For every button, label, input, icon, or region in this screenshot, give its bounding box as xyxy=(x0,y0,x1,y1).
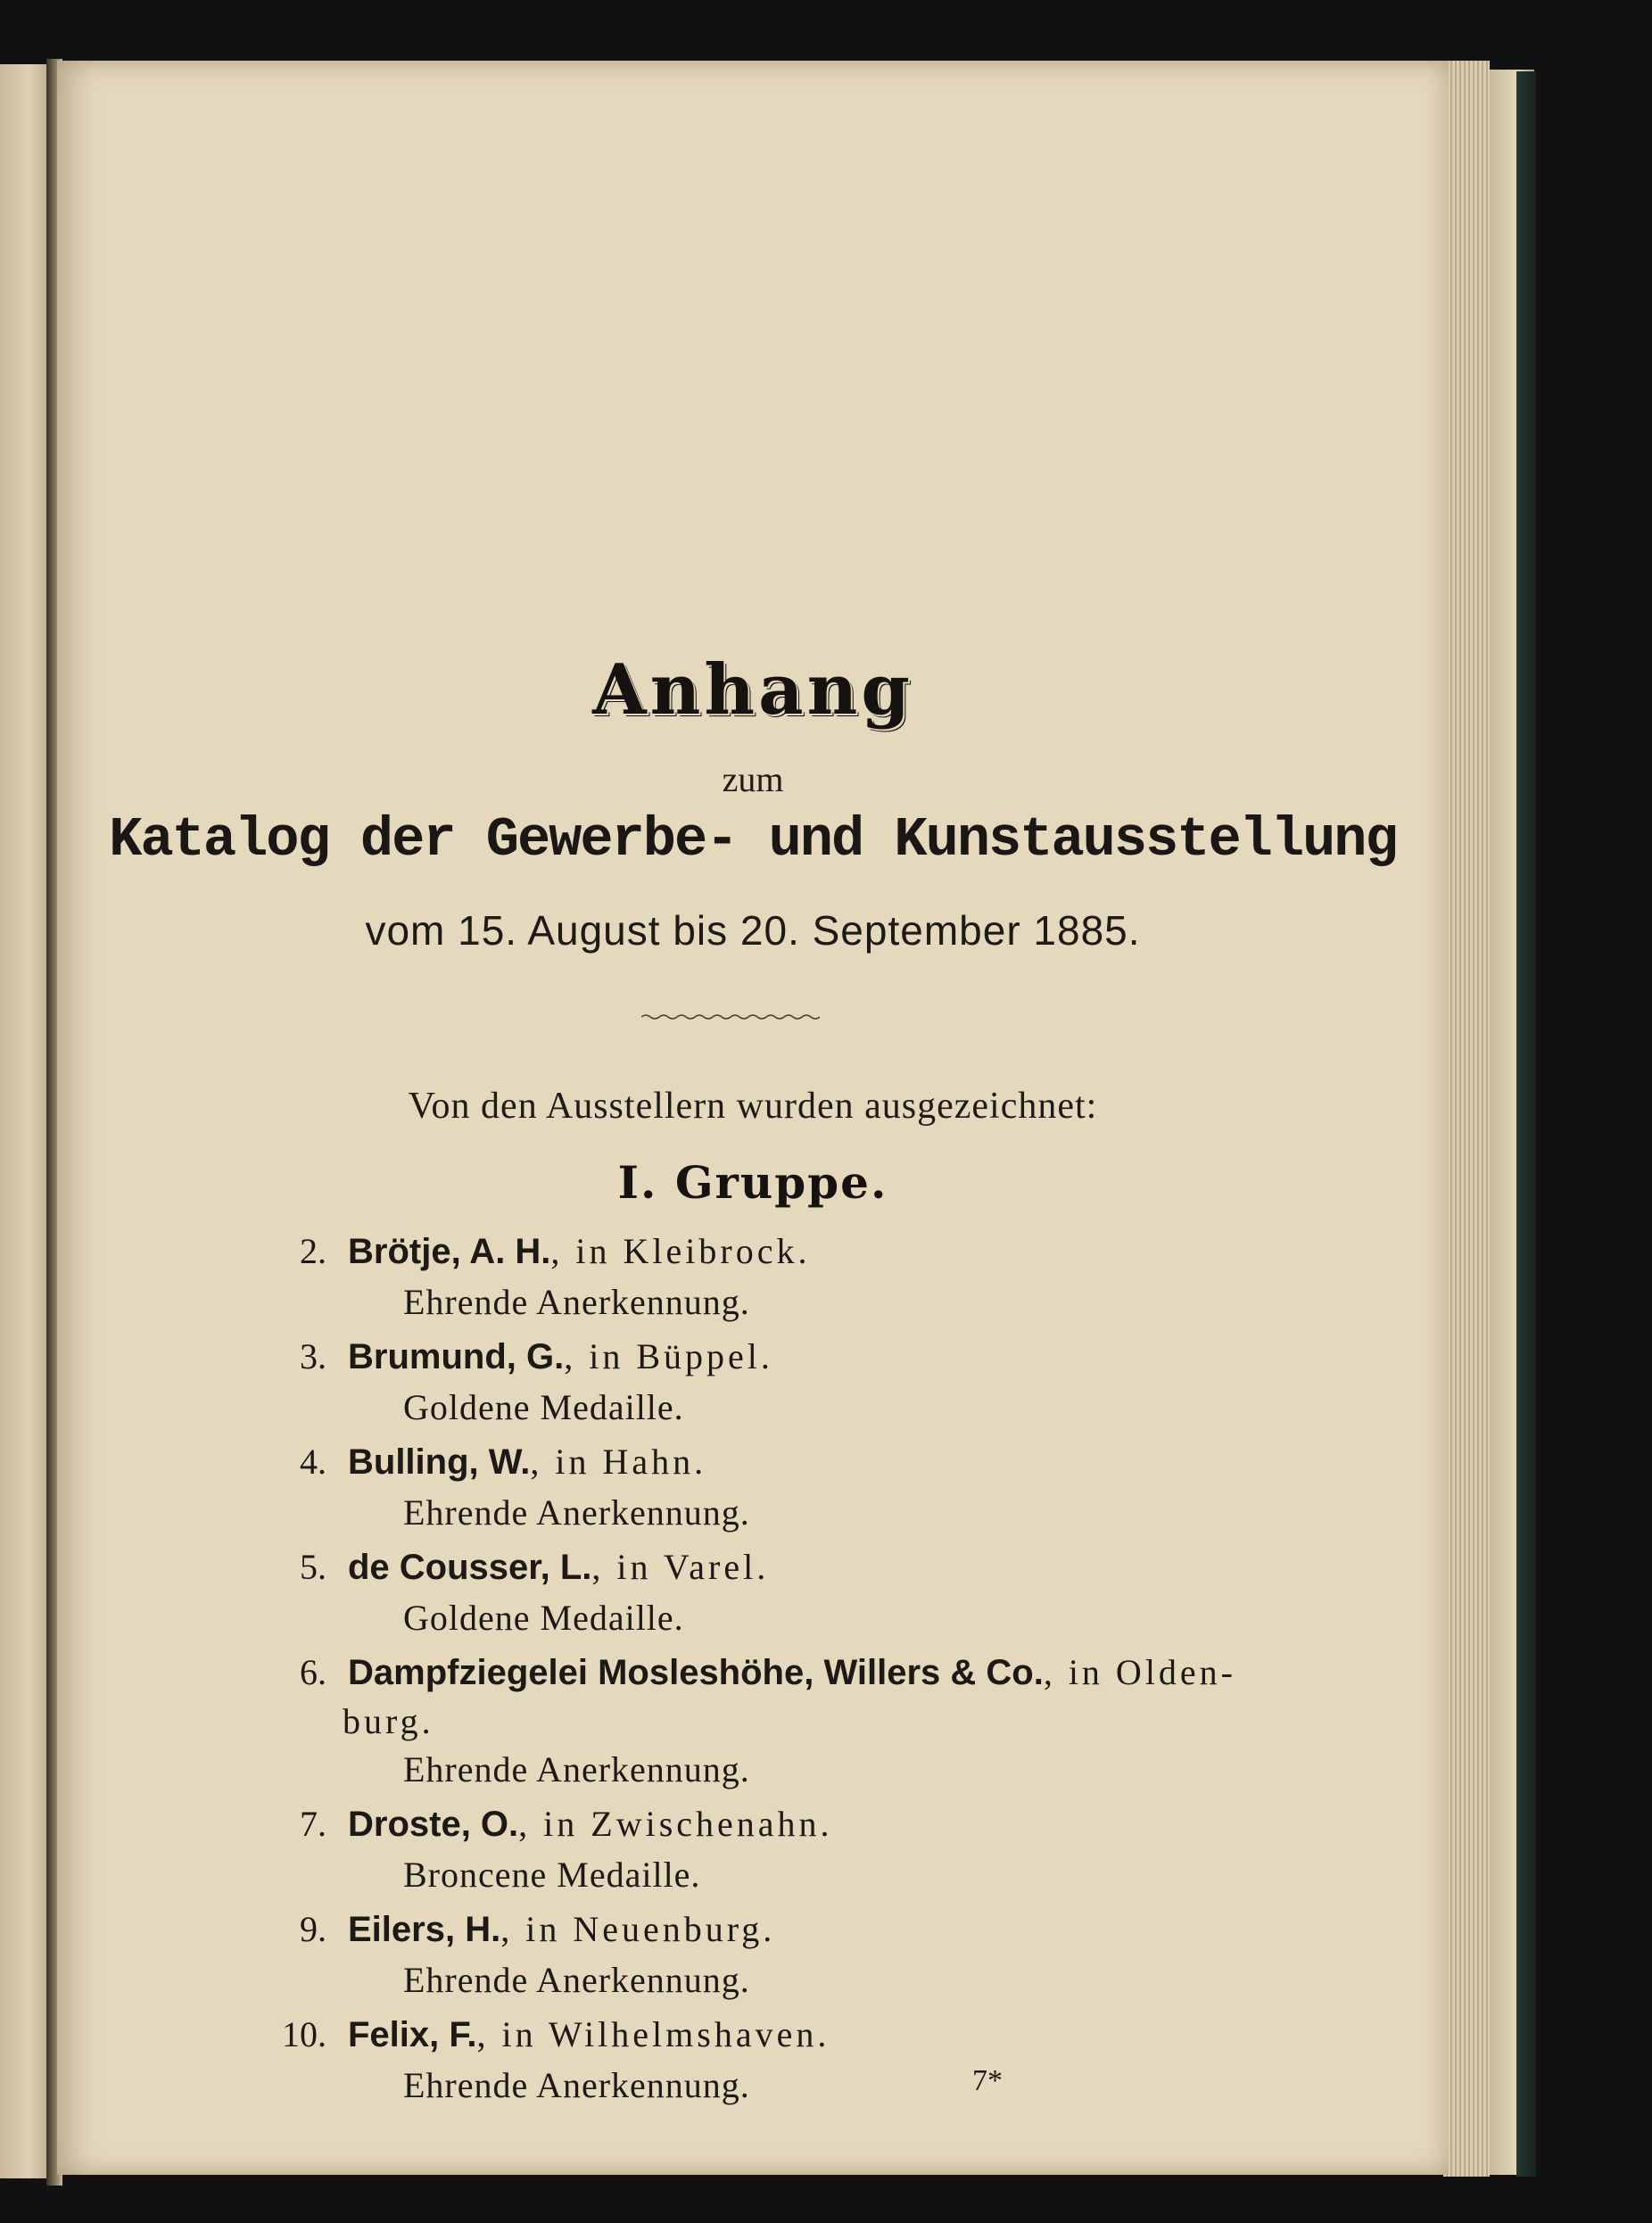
exhibitor-name: Brumund, G. xyxy=(348,1337,565,1376)
document-page xyxy=(57,61,1449,2175)
facing-page-edge xyxy=(0,64,54,2178)
award-text: Ehrende Anerkennung. xyxy=(403,1960,750,2000)
book-spine xyxy=(1516,71,1536,2177)
award-list xyxy=(57,1226,1449,2114)
entry-number: 2. xyxy=(300,1231,326,1271)
list-item xyxy=(57,1226,1449,1331)
intro-text: Von den Ausstellern wurden ausgezeichnet: xyxy=(408,1086,1098,1127)
date-line: vom 15. August bis 20. September 1885. xyxy=(365,907,1141,954)
exhibitor-name: Brötje, A. H. xyxy=(348,1232,551,1271)
exhibitor-name: Dampfziegelei Mosleshöhe, Willers & Co. xyxy=(348,1653,1044,1692)
list-item xyxy=(57,1647,1449,1798)
award-text: Broncene Medaille. xyxy=(403,1855,701,1895)
exhibitor-location: , in Varel. xyxy=(591,1547,770,1587)
exhibitor-location: , in Neuenburg. xyxy=(500,1909,776,1949)
exhibitor-location: , in Zwischenahn. xyxy=(518,1804,833,1844)
entry-number: 4. xyxy=(300,1442,326,1482)
exhibitor-location: , in Büppel. xyxy=(564,1336,773,1376)
list-item xyxy=(57,1331,1449,1436)
exhibitor-name: Felix, F. xyxy=(348,2015,477,2054)
award-text: Ehrende Anerkennung. xyxy=(403,1492,750,1533)
list-item xyxy=(57,1798,1449,1904)
subtitle-zum: zum xyxy=(722,759,784,799)
page-number: 7* xyxy=(972,2064,1003,2097)
list-item xyxy=(57,2009,1449,2114)
list-item xyxy=(57,1541,1449,1647)
list-item xyxy=(57,1436,1449,1541)
entry-number: 7. xyxy=(300,1804,326,1844)
catalog-title: Katalog der Gewerbe- und Kunstausstellung xyxy=(109,808,1397,872)
exhibitor-name: Droste, O. xyxy=(348,1805,519,1844)
exhibitor-location: , in Wilhelmshaven. xyxy=(476,2014,830,2054)
group-heading: I. Gruppe. xyxy=(617,1156,888,1209)
page-title: Anhang xyxy=(592,649,913,731)
exhibitor-location-continued: burg. xyxy=(343,1701,434,1741)
exhibitor-name: Eilers, H. xyxy=(348,1910,501,1949)
entry-number: 3. xyxy=(300,1336,326,1376)
list-item xyxy=(57,1904,1449,2009)
exhibitor-name: de Cousser, L. xyxy=(348,1548,592,1587)
entry-number: 10. xyxy=(282,2014,326,2054)
exhibitor-location: , in Olden- xyxy=(1043,1652,1236,1692)
award-text: Ehrende Anerkennung. xyxy=(403,2065,750,2105)
entry-number: 6. xyxy=(300,1652,326,1692)
wavy-divider xyxy=(641,1013,820,1021)
award-text: Ehrende Anerkennung. xyxy=(403,1282,750,1322)
award-text: Goldene Medaille. xyxy=(403,1387,684,1427)
exhibitor-location: , in Hahn. xyxy=(530,1442,707,1482)
award-text: Ehrende Anerkennung. xyxy=(403,1749,750,1789)
award-text: Goldene Medaille. xyxy=(403,1598,684,1638)
entry-number: 5. xyxy=(300,1547,326,1587)
entry-number: 9. xyxy=(300,1909,326,1949)
exhibitor-location: , in Kleibrock. xyxy=(550,1231,811,1271)
exhibitor-name: Bulling, W. xyxy=(348,1442,531,1482)
page-stack-edge xyxy=(1443,61,1490,2177)
